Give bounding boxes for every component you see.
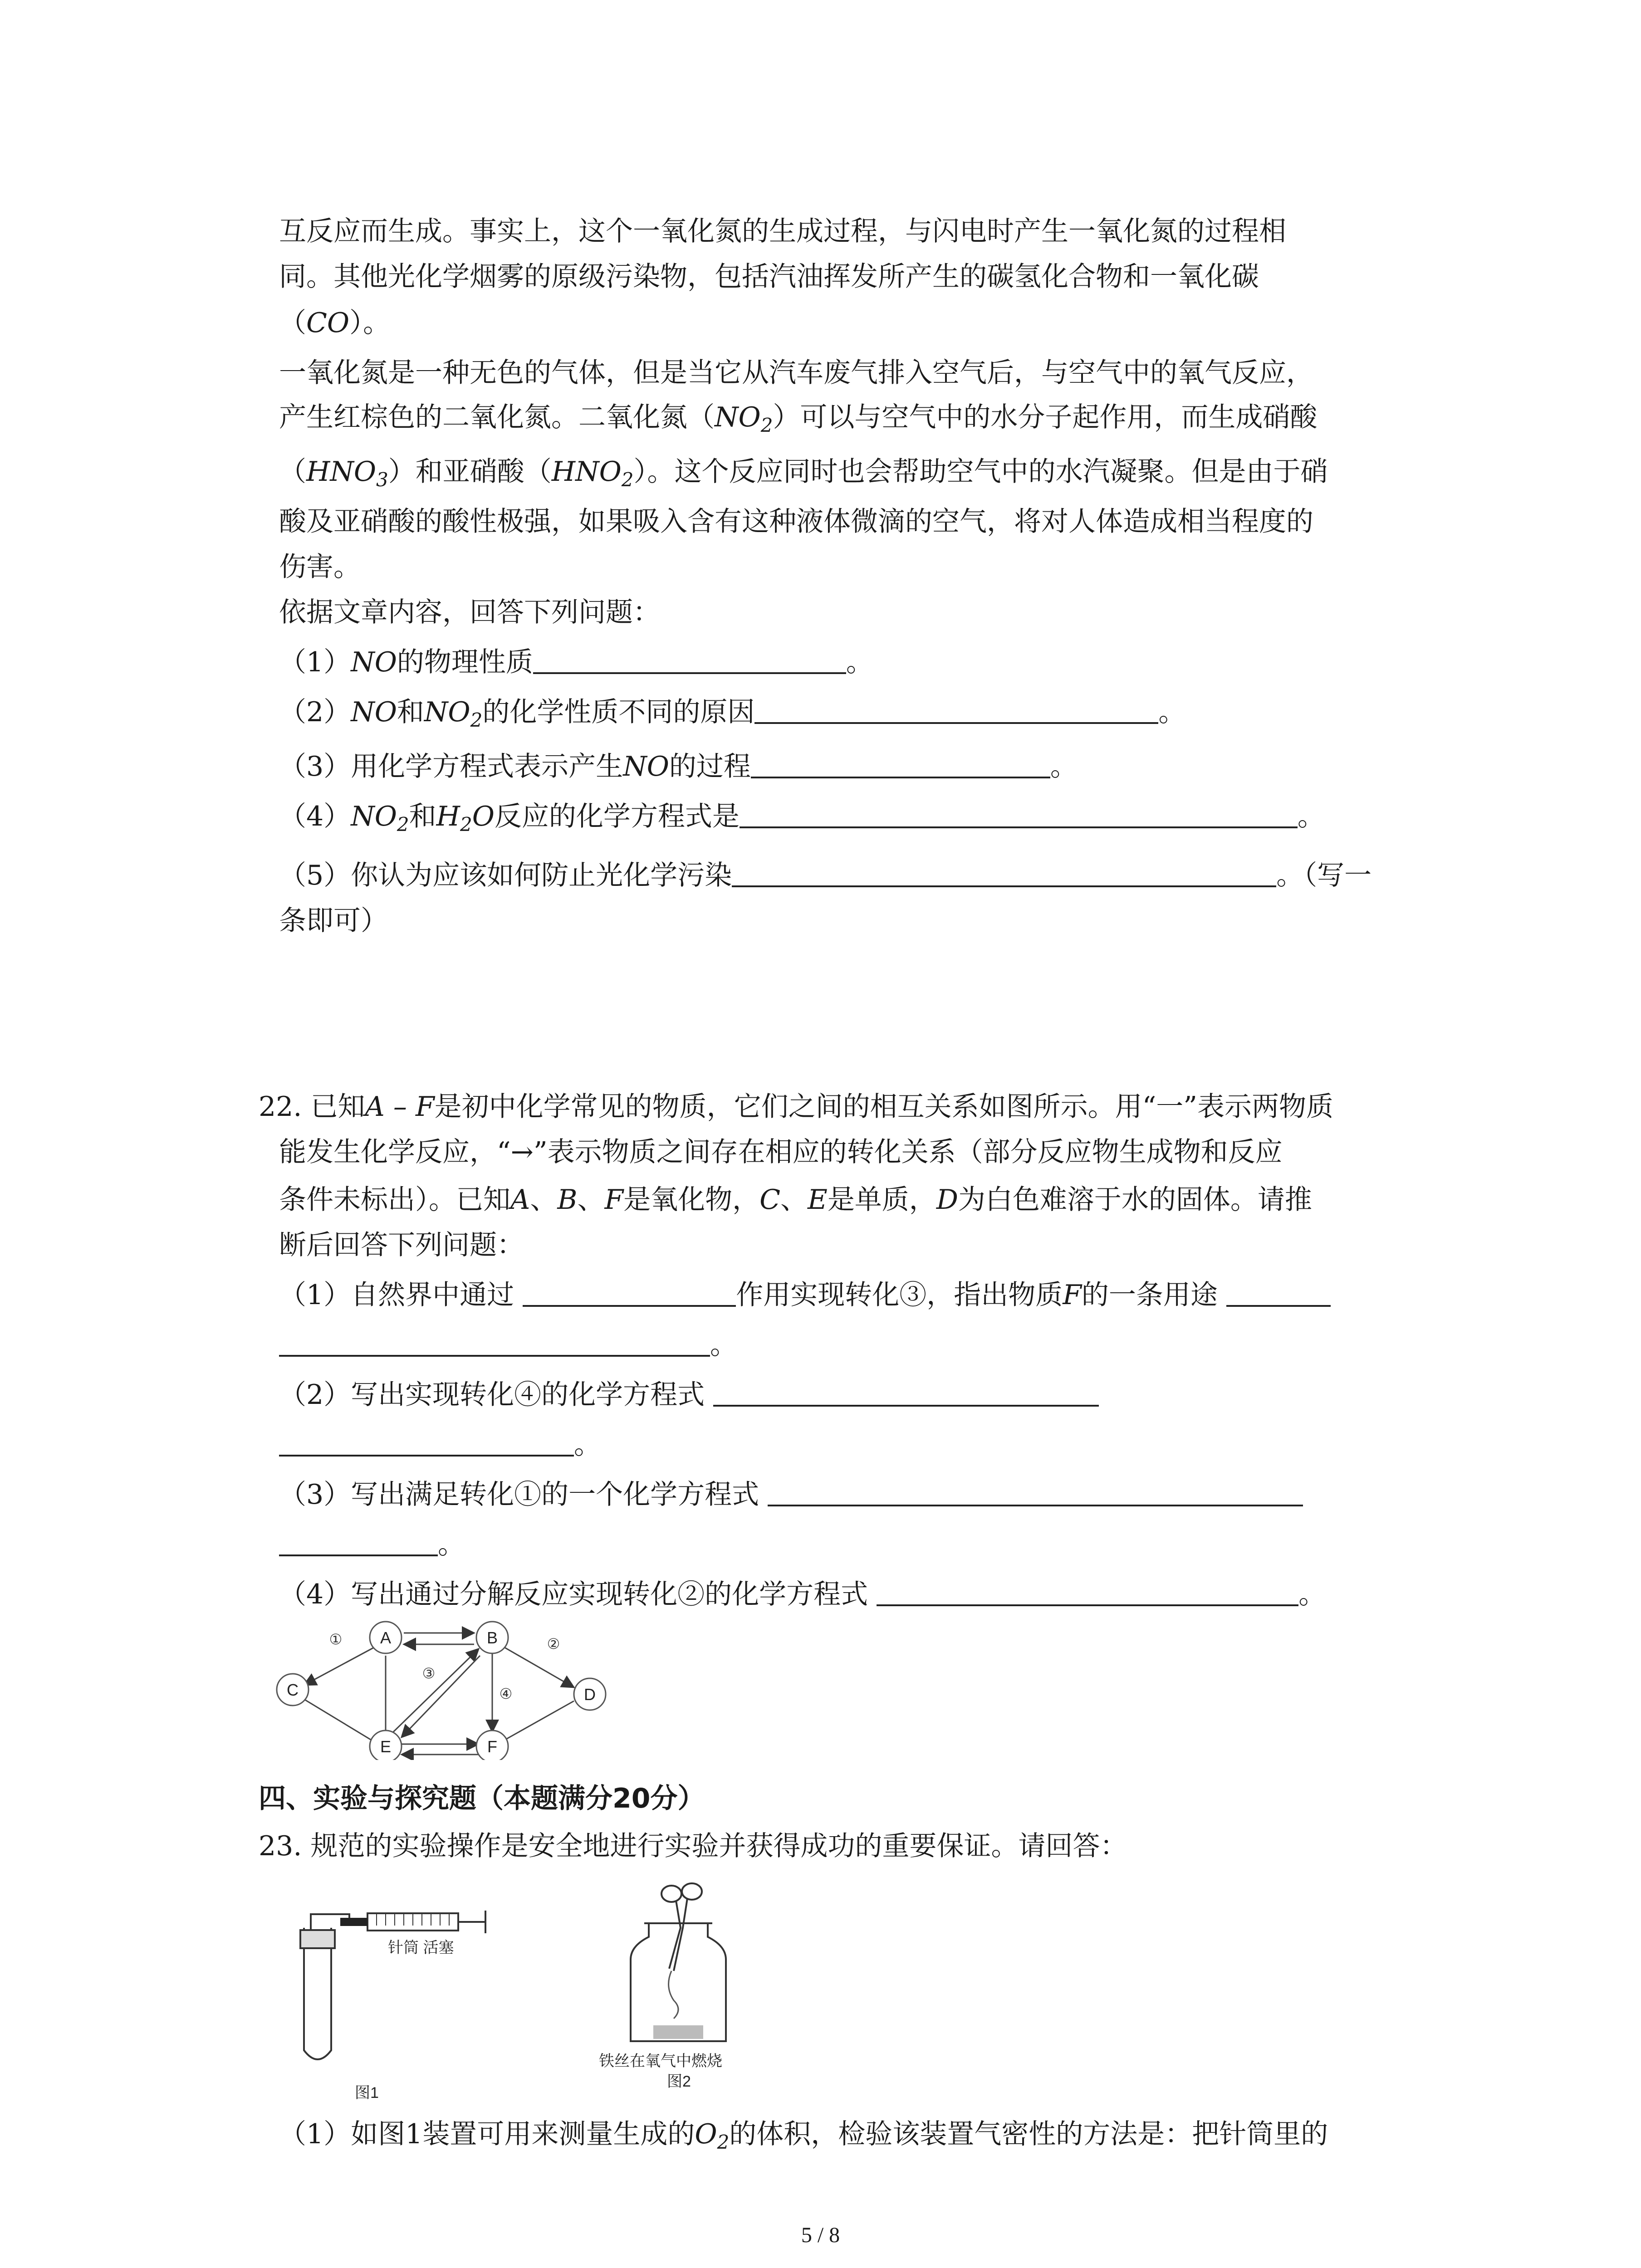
- answer-blank[interactable]: [279, 1329, 710, 1357]
- answer-blank[interactable]: [740, 800, 1298, 828]
- answer-blank[interactable]: [279, 1528, 438, 1556]
- figure-1-apparatus: [272, 1905, 526, 2100]
- q22-item-1: （1）自然界中通过 作用实现转化③，指出物质F的一条用途: [279, 1277, 1331, 1313]
- q22-item-2-cont: 。: [279, 1427, 601, 1463]
- q22-item-4: （4）写出通过分解反应实现转化②的化学方程式 。: [279, 1579, 1326, 1610]
- answer-blank[interactable]: [877, 1578, 1298, 1606]
- answer-blank[interactable]: [768, 1478, 1303, 1506]
- passage-line-8: 伤害。: [279, 551, 361, 583]
- answer-blank[interactable]: [713, 1378, 1099, 1407]
- answer-blank[interactable]: [751, 750, 1050, 778]
- passage-line-1: 互反应而生成。事实上，这个一氧化氮的生成过程，与闪电时产生一氧化氮的过程相: [279, 215, 1286, 247]
- q22-line-4: 断后回答下列问题：: [279, 1229, 524, 1261]
- q22-item-1-cont: 。: [279, 1327, 737, 1363]
- label-2: ②: [547, 1636, 560, 1652]
- answer-blank[interactable]: [1226, 1279, 1331, 1307]
- node-b-label: B: [486, 1628, 498, 1647]
- label-1: ①: [329, 1631, 343, 1647]
- q21-item-2: （2）NO和$NO_2$的化学性质不同的原因 。: [279, 696, 1186, 731]
- passage-line-3: （CO）。: [279, 307, 391, 339]
- answer-blank[interactable]: [732, 859, 1276, 887]
- passage-line-2: 同。其他光化学烟雾的原级污染物，包括汽油挥发所产生的碳氢化合物和一氧化碳: [279, 261, 1259, 293]
- label-3: ③: [422, 1665, 436, 1681]
- node-f-label: F: [487, 1737, 497, 1756]
- q22-item-2: （2）写出实现转化④的化学方程式: [279, 1377, 1099, 1413]
- figure-1-caption: 图1: [355, 2084, 379, 2100]
- q22-item-3: （3）写出满足转化①的一个化学方程式: [279, 1476, 1303, 1513]
- answer-blank[interactable]: [523, 1279, 736, 1307]
- label-4: ④: [499, 1686, 513, 1702]
- q22-line-3: 条件未标出）。已知A、B、F是氧化物，C、E是单质，D为白色难溶于水的固体。请推: [279, 1184, 1312, 1216]
- figure-1-label: 针筒 活塞: [388, 1939, 454, 1956]
- passage-line-9: 依据文章内容，回答下列问题：: [279, 596, 660, 628]
- node-e-label: E: [380, 1737, 392, 1756]
- page-number: 5 / 8: [801, 2223, 840, 2247]
- answer-blank[interactable]: [754, 696, 1158, 724]
- q22-relation-diagram: [272, 1610, 626, 1760]
- answer-blank[interactable]: [533, 646, 846, 674]
- figure-2-label: 铁丝在氧气中燃烧: [599, 2053, 722, 2070]
- passage-line-5: 产生红棕色的二氧化氮。二氧化氮$(NO_2)$可以与空气中的水分子起作用，而生成硝酸: [279, 401, 1318, 436]
- q21-item-5: （5）你认为应该如何防止光化学污染 。（写一: [279, 860, 1372, 891]
- node-c-label: C: [287, 1681, 299, 1699]
- q23-line-1: 23. 规范的实验操作是安全地进行实验并获得成功的重要保证。请回答：: [259, 1830, 1127, 1862]
- node-d-label: D: [584, 1685, 596, 1704]
- section-heading: 四、实验与探究题（本题满分20分）: [259, 1783, 705, 1814]
- figure-2-caption: 图2: [667, 2073, 691, 2090]
- q23-item-1: （1）如图1装置可用来测量生成的$O_2$的体积，检验该装置气密性的方法是：把针筒里的: [279, 2118, 1328, 2153]
- q22-line-2: 能发生化学反应，“→”表示物质之间存在相应的转化关系（部分反应物生成物和反应: [279, 1136, 1283, 1168]
- q21-item-1: （1）NO的物理性质 。: [279, 646, 873, 678]
- q22-item-3-cont: 。: [279, 1526, 465, 1563]
- passage-line-6: $(HNO_3)$和亚硝酸$(HNO_2)$。这个反应同时也会帮助空气中的水汽凝聚。但是由于硝: [279, 456, 1328, 491]
- figure-2-apparatus: [590, 1878, 808, 2105]
- q21-item-5-cont: 条即可）: [279, 905, 388, 937]
- node-a-label: A: [380, 1628, 392, 1647]
- answer-blank[interactable]: [279, 1428, 574, 1457]
- q21-item-3: （3）用化学方程式表示产生NO的过程 。: [279, 751, 1078, 782]
- passage-line-7: 酸及亚硝酸的酸性极强，如果吸入含有这种液体微滴的空气，将对人体造成相当程度的: [279, 506, 1313, 538]
- passage-line-4: 一氧化氮是一种无色的气体，但是当它从汽车废气排入空气后，与空气中的氧气反应，: [279, 357, 1313, 389]
- q21-item-4: $(4)NO_2$和$H_2O$反应的化学方程式是 。: [279, 801, 1325, 836]
- q22-line-1: 22. 已知A – F是初中化学常见的物质，它们之间的相互关系如图所示。用“一”表示两物质: [259, 1091, 1333, 1123]
